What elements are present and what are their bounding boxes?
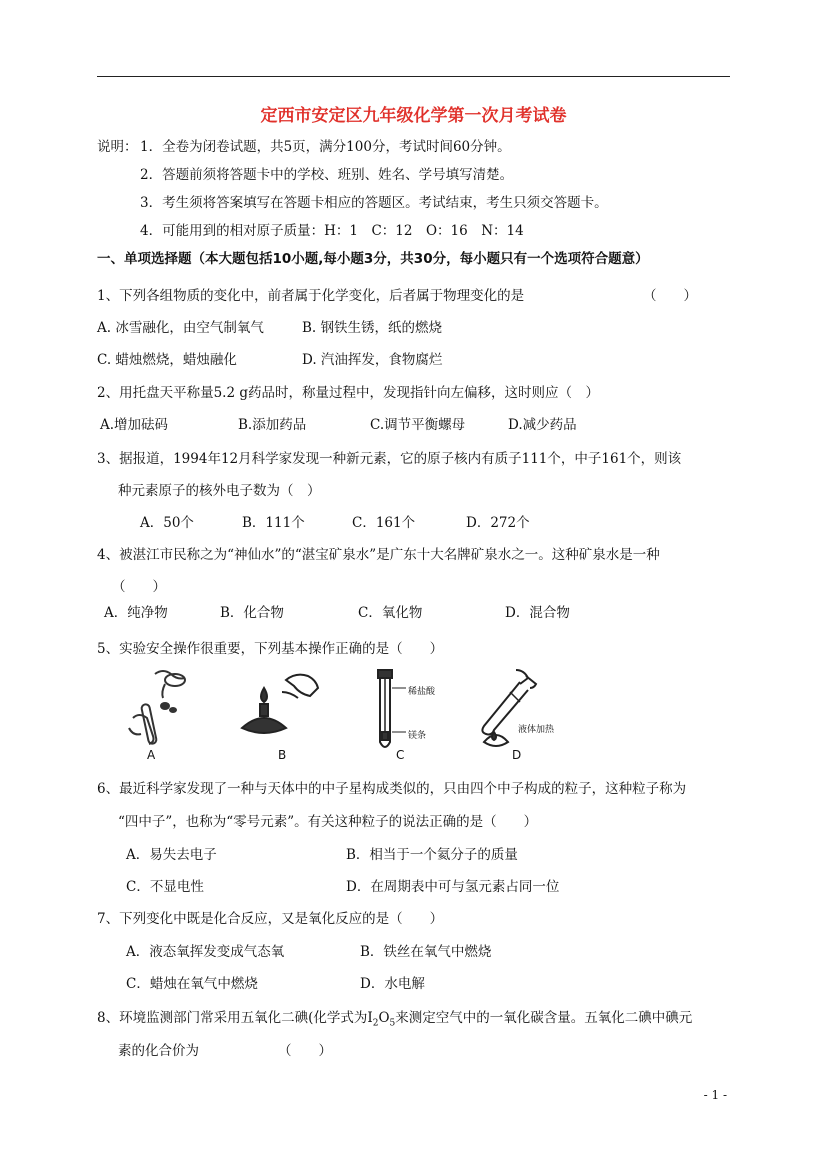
figure-b [238,666,328,766]
figure-c [366,666,456,766]
q6-option-c: C．不显电性 [126,879,204,895]
q5-stem: 5、实验安全操作很重要，下列基本操作正确的是（ ） [97,641,444,657]
figure-d [468,666,558,766]
q2-stem: 2、用托盘天平称量5.2 g药品时，称量过程中，发现指针向左偏移，这时则应（ ） [97,385,599,401]
q7-stem: 7、下列变化中既是化合反应，又是氧化反应的是（ ） [97,911,444,927]
q3-option-a: A．50个 [140,515,194,531]
q2-option-c: C.调节平衡螺母 [370,417,466,433]
q1-option-c: C. 蜡烛燃烧，蜡烛融化 [97,352,237,368]
q2-option-a: A.增加砝码 [100,417,169,433]
q4-option-a: A．纯净物 [104,605,168,621]
q1-option-b: B. 钢铁生锈，纸的燃烧 [302,320,443,336]
section-heading: 一、单项选择题（本大题包括10小题,每小题3分，共30分，每小题只有一个选项符合题意） [97,251,649,267]
page-number: - 1 - [703,1088,727,1102]
figure-c-label: C [396,748,405,762]
pouring-solid-illustration [125,666,215,766]
figure-c-text-acid: 稀盐酸 [408,687,436,697]
q7-option-a: A．液态氧挥发变成气态氧 [126,944,285,960]
q6-option-d: D．在周期表中可与氢元素占同一位 [346,879,560,895]
q4-option-b: B．化合物 [220,605,284,621]
q6-option-b: B．相当于一个氦分子的质量 [346,847,518,863]
figure-a [125,666,215,766]
q4-stem-2: （ ） [112,579,166,595]
q4-option-c: C．氧化物 [358,605,423,621]
q6-stem-1: 6、最近科学家发现了一种与天体中的中子星构成类似的，只由四个中子构成的粒子，这种粒子称为 [97,781,687,797]
note-item-2: 2．答题前须将答题卡中的学校、班别、姓名、学号填写清楚。 [140,167,514,183]
test-tube-illustration [366,666,456,766]
q8-bracket: （ ） [278,1043,332,1059]
figure-d-label: D [512,748,522,762]
q7-option-d: D．水电解 [360,976,425,992]
figure-a-label: A [147,748,156,762]
q3-stem-1: 3、据报道，1994年12月科学家发现一种新元素，它的原子核内有质子111个，中子161个，则该 [97,451,682,467]
page-title: 定西市安定区九年级化学第一次月考试卷 [260,106,567,126]
q2-option-d: D.减少药品 [508,417,577,433]
q6-stem-2: “四中子”，也称为“零号元素”。有关这种粒子的说法正确的是（ ） [118,814,538,830]
figure-d-text: 液体加热 [518,725,555,735]
q3-option-b: B．111个 [242,515,305,531]
q2-option-b: B.添加药品 [238,417,307,433]
q3-option-d: D．272个 [466,515,530,531]
figure-c-text-mg: 镁条 [408,731,427,741]
notes-lead: 说明： [97,139,138,155]
header-rule [97,76,730,77]
note-item-4: 4．可能用到的相对原子质量：H：1 C：12 O：16 N：14 [140,223,524,239]
q1-bracket: （ ） [643,288,697,304]
q1-option-d: D. 汽油挥发，食物腐烂 [302,352,443,368]
note-item-3: 3．考生须将答案填写在答题卡相应的答题区。考试结束，考生只须交答题卡。 [140,195,608,211]
q8-stem-1: 8、环境监测部门常采用五氧化二碘(化学式为$I_2O_5$来测定空气中的一氧化碳含量。五氧化二碘中碘元 [97,1010,693,1029]
q3-option-c: C．161个 [352,515,416,531]
note-item-1: 1．全卷为闭卷试题，共5页，满分100分，考试时间60分钟。 [140,139,511,155]
figure-b-label: B [278,748,287,762]
q7-option-c: C．蜡烛在氧气中燃烧 [126,976,258,992]
q6-option-a: A．易失去电子 [126,847,217,863]
q3-stem-2: 种元素原子的核外电子数为（ ） [118,483,321,499]
q8-stem-2: 素的化合价为 [118,1043,199,1059]
q7-option-b: B．铁丝在氧气中燃烧 [360,944,492,960]
q1-stem: 1、下列各组物质的变化中，前者属于化学变化，后者属于物理变化的是 [97,288,525,304]
q4-stem-1: 4、被湛江市民称之为“神仙水”的“湛宝矿泉水”是广东十大名牌矿泉水之一。这种矿泉水是一种 [97,547,660,563]
q4-option-d: D．混合物 [505,605,570,621]
q1-option-a: A. 冰雪融化，由空气制氧气 [97,320,264,336]
